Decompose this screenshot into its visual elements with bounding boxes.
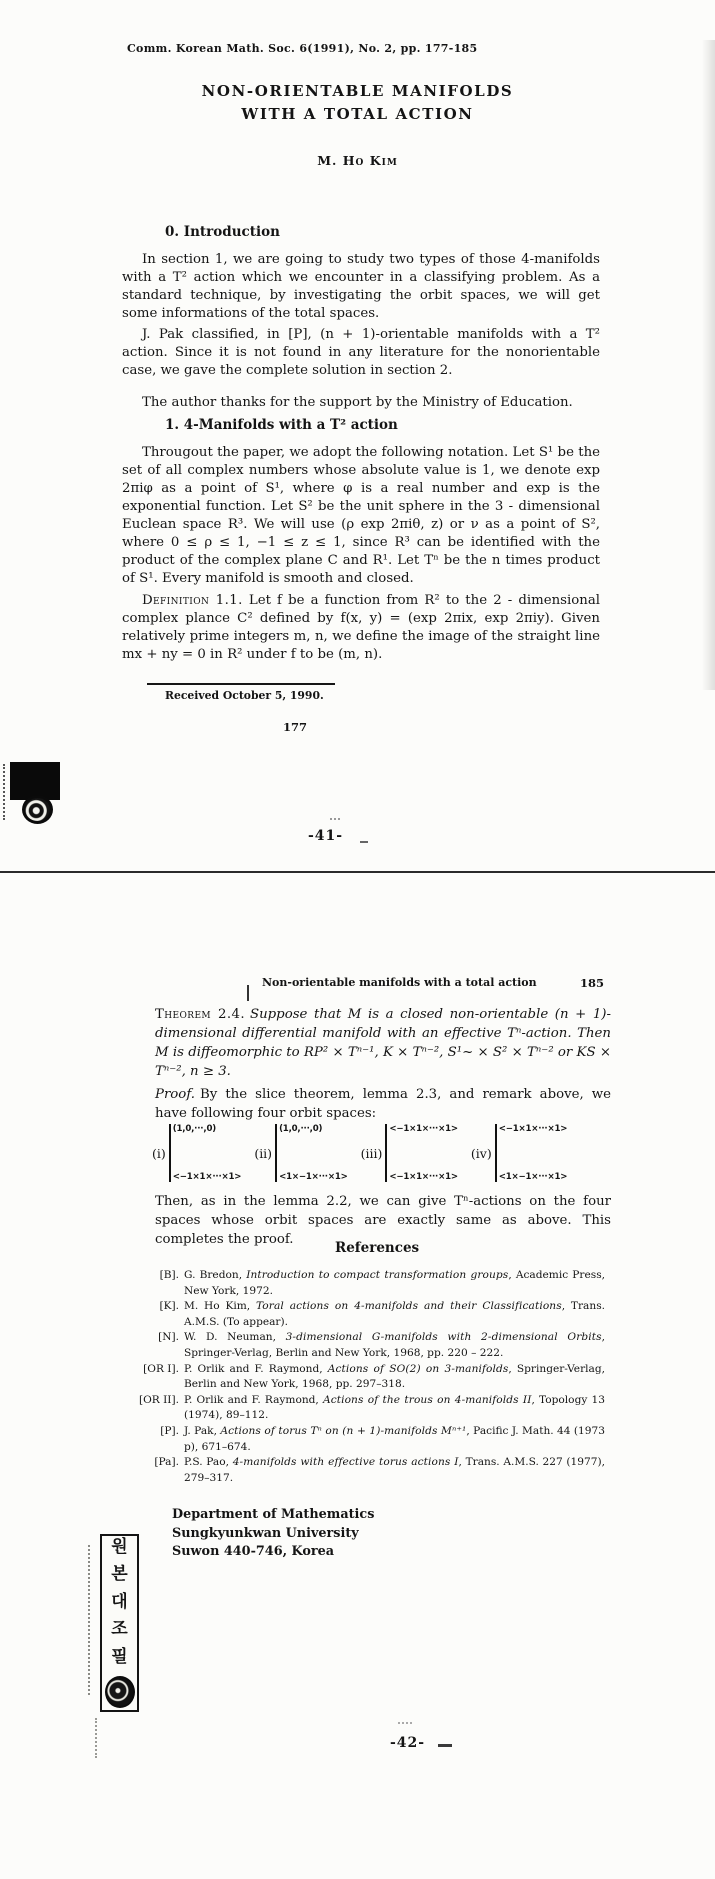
orbit-top-label: (1,0,···,0)	[172, 1124, 216, 1134]
reference-title: Introduction to compact transformation groups	[246, 1269, 509, 1281]
reference-title: Actions of SO(2) on 3-manifolds	[327, 1362, 509, 1375]
intro-paragraph-3: The author thanks for the support by the Ministry of Education.	[142, 395, 573, 410]
scan-edge-artifact	[95, 1718, 97, 1758]
orbit-top-label: (1,0,···,0)	[279, 1124, 323, 1134]
reference-tail: , Academic Press, New York, 1972.	[184, 1269, 606, 1297]
scan-edge-artifact	[3, 764, 5, 820]
reference-authors: W. D. Neuman,	[184, 1331, 286, 1344]
reference-label: [OR II].	[138, 1393, 179, 1406]
orbit-bar	[169, 1124, 242, 1182]
orbit-item-label: (iii)	[360, 1145, 383, 1161]
notation-paragraph: Througout the paper, we adopt the following notation. Let S¹ be the set of all complex numbers whose absolute value is 1, we denote exp 2πiφ as a point of S¹, where φ is a real number and exp is the exponential function. Let S² be the unit sphere in the 3 - dimensional Euclean space R³. We will use (ρ exp 2πiθ, z) or ν as a point of S², where 0 ≤ ρ ≤ 1, −1 ≤ z ≤ 1, since R³ can be identified with the product of the complex plane C and R¹. Let Tⁿ be the n times product of S¹. Every manifold is smooth and closed.	[122, 445, 600, 586]
affiliation-line-1: Department of Mathematics	[172, 1507, 375, 1522]
stamp-char: 원	[111, 1537, 128, 1557]
orbit-bottom-label: <1×−1×···×1>	[498, 1172, 568, 1182]
reference-title: Toral actions on 4-manifolds and their Classifications	[255, 1300, 562, 1313]
reference-row	[130, 1424, 610, 1455]
orbit-bottom-label: <1×−1×···×1>	[279, 1172, 348, 1182]
intro-paragraph-1: In section 1, we are going to study two types of those 4-manifolds with a T² action which we encounter in a classifying problem. As a standard technique, by investigating the orbit spaces, we will get some informations of the total spaces.	[122, 252, 600, 321]
scan-tick-artifact	[247, 985, 249, 1001]
reference-tail: , Springer-Verlag, Berlin and New York, 1968, pp. 297–318.	[184, 1362, 605, 1391]
scan-speckle	[398, 1722, 412, 1724]
author-name: M. Ho Kim	[317, 153, 398, 168]
footnote-rule	[147, 683, 335, 685]
reference-title: 3-dimensional G-manifolds with 2-dimensional Orbits	[285, 1331, 602, 1344]
reference-label: [Pa].	[154, 1456, 179, 1469]
sheet-number-42: -42-	[390, 1735, 426, 1751]
orbit-item-label: (i)	[152, 1145, 166, 1161]
reference-text	[184, 1362, 605, 1393]
reference-text	[184, 1455, 605, 1486]
reference-authors: M. Ho Kim,	[184, 1300, 256, 1313]
reference-authors: P. Orlik and F. Raymond,	[184, 1362, 328, 1375]
stamp-char: 본	[111, 1564, 128, 1585]
reference-tail: , Trans. A.M.S. 227 (1977), 279–317.	[184, 1456, 605, 1484]
page-number-177: 177	[283, 720, 308, 734]
journal-citation-line: Comm. Korean Math. Soc. 6(1991), No. 2, pp. 177-185	[127, 42, 478, 55]
stamp-char: 필	[111, 1646, 128, 1667]
orbit-bar	[495, 1124, 568, 1182]
proof-text: By the slice theorem, lemma 2.3, and remark above, we have following four orbit spaces:	[155, 1087, 611, 1121]
definition-text: Let f be a function from R² to the 2 - dimensional complex plance C² defined by f(x, y) = (exp 2πix, exp 2πiy). Given relatively prime integers m, n, we define the image of the straight line mx + ny = 0 in R² under f to be (m, n).	[122, 593, 601, 662]
scan-speckle	[330, 818, 340, 820]
references-heading: References	[335, 1240, 420, 1256]
reference-label: [N].	[158, 1331, 179, 1344]
orbit-bar	[385, 1124, 458, 1182]
orbit-space-item-iv	[471, 1124, 567, 1182]
reference-title: Actions of torus Tⁿ on (n + 1)-manifolds Mⁿ⁺¹	[220, 1424, 467, 1437]
reference-text	[184, 1268, 605, 1299]
reference-row	[130, 1393, 610, 1424]
orbit-space-item-ii	[254, 1124, 347, 1182]
orbit-top-label: <−1×1×···×1>	[498, 1124, 568, 1134]
theorem-text: Suppose that M is a closed non-orientable (n + 1)-dimensional differential manifold with an effective Tⁿ-action. Then M is diffeomorphic to RP² × Tⁿ⁻¹, K × Tⁿ⁻², S¹~ × S² × Tⁿ⁻² or KS × Tⁿ⁻², n ≥ 3.	[155, 1007, 611, 1079]
reference-text	[184, 1393, 605, 1424]
reference-tail: , Springer-Verlag, Berlin and New York, 1968, pp. 220 – 222.	[184, 1331, 605, 1359]
orbit-space-item-iii	[361, 1124, 458, 1182]
reference-label: [B].	[159, 1269, 179, 1281]
running-header: Non-orientable manifolds with a total action	[262, 976, 537, 989]
reference-title: Actions of the trous on 4-manifolds II	[322, 1393, 532, 1406]
page-divider-rule	[0, 871, 715, 873]
scan-dash-artifact	[360, 841, 368, 843]
definition-label: Definition 1.1.	[142, 593, 243, 608]
scan-edge-artifact	[88, 1545, 90, 1695]
reference-authors: P.S. Pao,	[184, 1456, 233, 1469]
reference-label: [K].	[159, 1300, 179, 1313]
reference-row	[130, 1299, 610, 1330]
reference-authors: P. Orlik and F. Raymond,	[184, 1393, 323, 1406]
scan-edge-shading	[702, 40, 715, 690]
theorem-label: Theorem 2.4.	[155, 1007, 245, 1022]
copy-verification-stamp	[100, 1534, 139, 1712]
paper-title-line-1: NON-ORIENTABLE MANIFOLDS	[201, 82, 514, 100]
ink-stamp-seal	[22, 795, 53, 824]
conclusion-paragraph: Then, as in the lemma 2.2, we can give Tⁿ-actions on the four spaces whose orbit spaces are exactly same as above. This completes the proof.	[155, 1194, 611, 1247]
page-number-185: 185	[580, 976, 605, 990]
reference-tail: , Pacific J. Math. 44 (1973 p), 671–674.	[184, 1424, 606, 1453]
orbit-top-label: <−1×1×···×1>	[389, 1124, 458, 1134]
affiliation-line-3: Suwon 440-746, Korea	[172, 1544, 335, 1559]
orbit-item-label: (ii)	[254, 1145, 273, 1161]
orbit-bottom-label: <−1×1×···×1>	[389, 1172, 458, 1182]
proof-paragraph	[155, 1085, 611, 1123]
orbit-spaces-row	[152, 1124, 622, 1182]
intro-paragraph-2: J. Pak classified, in [P], (n + 1)-orientable manifolds with a T² action. Since it is not found in any literature for the nonorientable case, we gave the complete solution in section 2.	[122, 327, 600, 378]
stamp-char: 대	[111, 1591, 128, 1612]
orbit-item-label: (iv)	[470, 1145, 492, 1161]
section-0-heading: 0. Introduction	[165, 224, 280, 240]
stamp-char: 조	[111, 1619, 128, 1640]
orbit-bottom-label: <−1×1×···×1>	[172, 1172, 242, 1182]
definition-paragraph	[122, 592, 600, 664]
reference-row	[130, 1330, 610, 1361]
reference-text	[184, 1424, 605, 1455]
section-1-heading: 1. 4-Manifolds with a T² action	[165, 417, 398, 433]
orbit-space-item-i	[152, 1124, 241, 1182]
reference-row	[130, 1268, 610, 1299]
reference-row	[130, 1362, 610, 1393]
reference-label: [OR I].	[143, 1362, 179, 1375]
proof-label: Proof.	[155, 1087, 195, 1102]
paper-title-line-2: WITH A TOTAL ACTION	[241, 105, 474, 123]
reference-text	[184, 1330, 605, 1361]
references-list	[130, 1268, 610, 1486]
reference-authors: G. Bredon,	[184, 1269, 247, 1281]
affiliation-line-2: Sungkyunkwan University	[172, 1525, 359, 1541]
stamp-seal-icon	[105, 1676, 135, 1708]
sheet-number-41: -41-	[308, 828, 344, 844]
reference-tail: , Trans. A.M.S. (To appear).	[184, 1300, 605, 1328]
affiliation-block	[172, 1506, 374, 1562]
reference-tail: , Topology 13 (1974), 89–112.	[184, 1393, 605, 1422]
theorem-paragraph	[155, 1005, 611, 1081]
scan-dash-artifact	[438, 1744, 452, 1747]
received-note: Received October 5, 1990.	[165, 689, 324, 702]
reference-text	[184, 1299, 605, 1330]
reference-authors: J. Pak,	[184, 1424, 221, 1437]
orbit-bar	[275, 1124, 348, 1182]
reference-title: 4-manifolds with effective torus actions I	[232, 1456, 459, 1469]
reference-label: [P].	[160, 1424, 179, 1437]
reference-row	[130, 1455, 610, 1486]
